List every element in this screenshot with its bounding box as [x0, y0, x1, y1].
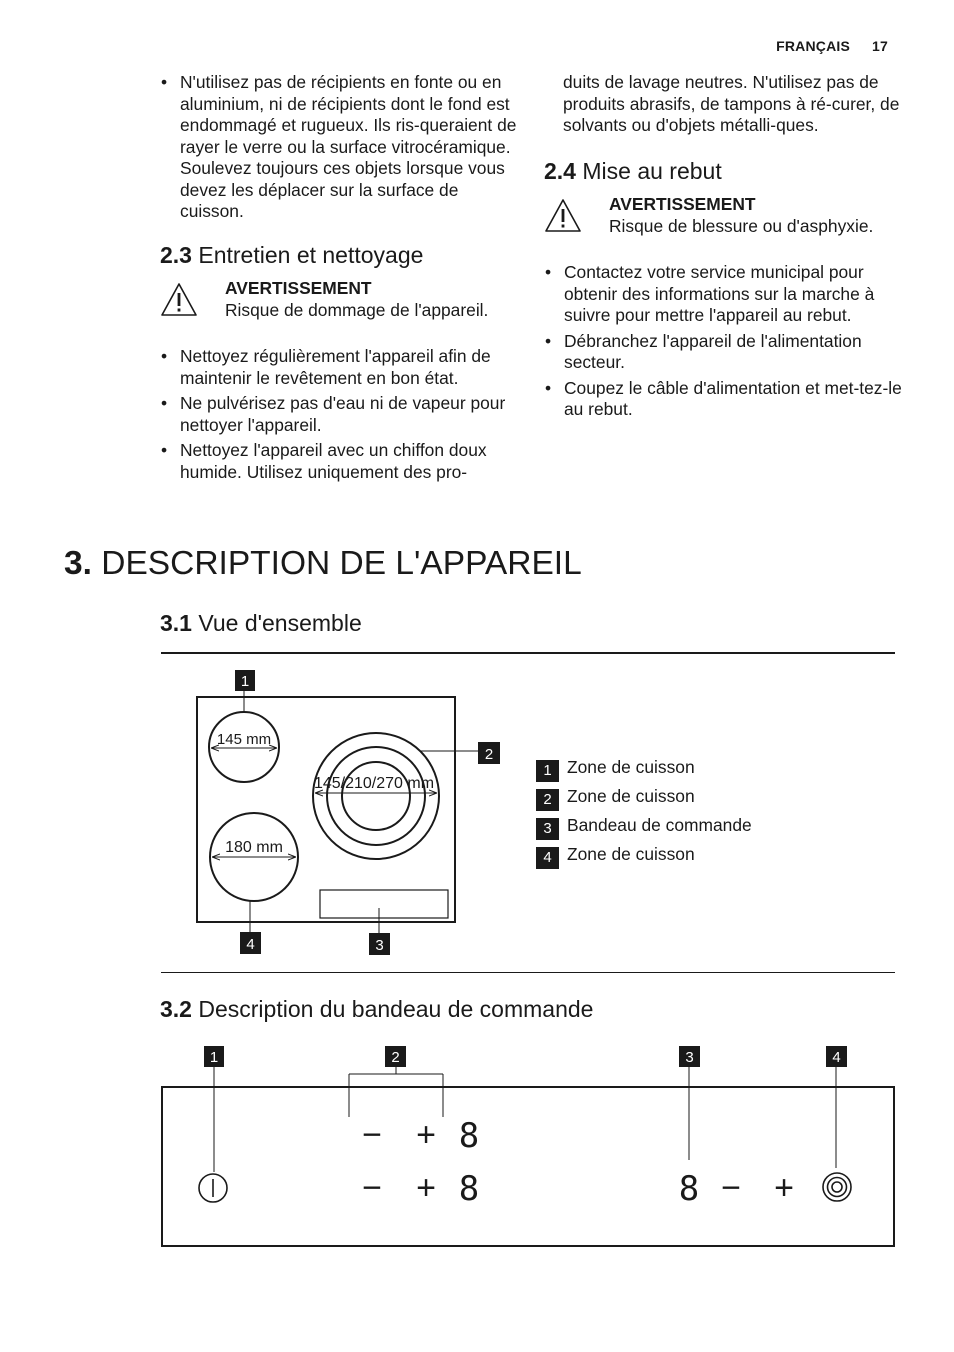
- warning-title: AVERTISSEMENT: [609, 194, 756, 214]
- hob-overview-diagram: [180, 665, 520, 960]
- list-item: • Nettoyez régulièrement l'appareil afin de maintenir le revêtement en bon état.: [161, 346, 491, 388]
- callout-1: 1: [240, 673, 250, 690]
- dimension-label-small: 145 mm: [216, 731, 272, 748]
- warning-text: Risque de blessure ou d'asphyxie.: [609, 215, 874, 236]
- continuation-text: duits de lavage neutres. N'utilisez pas de produits abrasifs, de tampons à ré-curer, de solvants ou d'objets métalli-ques.: [563, 72, 900, 135]
- minus-symbol: −: [362, 1169, 382, 1207]
- panel-outline: [162, 1087, 894, 1246]
- section-heading-3-1: 3.1 Vue d'ensemble: [160, 610, 362, 636]
- digit-display: 8: [458, 1169, 480, 1209]
- warning-text: Risque de dommage de l'appareil.: [225, 299, 489, 320]
- dimension-label-medium: 180 mm: [225, 839, 283, 856]
- zone-triple-outer: [313, 733, 439, 859]
- digit-display: 8: [458, 1116, 480, 1156]
- minus-symbol: −: [362, 1116, 382, 1154]
- callout-1: 1: [209, 1049, 219, 1066]
- plus-symbol: +: [416, 1116, 436, 1154]
- warning-block: [160, 278, 520, 330]
- list-item: • Contactez votre service municipal pour obtenir des informations sur la marche à suivre pour mettre l'appareil au rebut.: [545, 262, 875, 325]
- bullet-list-2-4: [544, 262, 904, 421]
- warning-triangle-icon: [160, 282, 198, 318]
- page-number: 17: [872, 38, 888, 54]
- page-header: [776, 38, 888, 54]
- list-item: • N'utilisez pas de récipients en fonte ou en aluminium, ni de récipients dont le fond est endommagé et rugueux. Ils ris-queraient de rayer le verre ou la surface vitrocéramique. Soulevez toujours ces objets lorsque vous devez les déplacer sur la surface de cuisson.: [161, 72, 517, 221]
- power-icon: [199, 1174, 227, 1202]
- callout-3: 3: [685, 1049, 694, 1066]
- callout-2: 2: [391, 1049, 400, 1066]
- triple-zone-icon: [823, 1173, 851, 1201]
- control-panel-area: [320, 890, 448, 918]
- list-item: • Coupez le câble d'alimentation et met-tez-le au rebut.: [545, 377, 902, 419]
- warning-triangle-icon: [544, 198, 582, 234]
- minus-symbol: −: [721, 1169, 741, 1207]
- bullet-list-top: [160, 72, 520, 223]
- control-panel-diagram: [155, 1040, 905, 1255]
- digit-display: 8: [678, 1169, 700, 1209]
- list-item: • Nettoyez l'appareil avec un chiffon doux humide. Utilisez uniquement des pro-: [161, 440, 487, 482]
- section-heading-2-4: 2.4 Mise au rebut: [544, 157, 722, 184]
- dimension-label-triple: 145/210/270 mm: [313, 775, 435, 792]
- plus-symbol: +: [774, 1169, 794, 1207]
- divider-bottom: [161, 972, 895, 973]
- list-item: • Ne pulvérisez pas d'eau ni de vapeur pour nettoyer l'appareil.: [161, 393, 506, 435]
- chapter-heading: 3. DESCRIPTION DE L'APPAREIL: [64, 545, 582, 582]
- callout-3: 3: [375, 937, 384, 954]
- callout-4: 4: [246, 936, 255, 953]
- section-heading-3-2: 3.2 Description du bandeau de commande: [160, 996, 594, 1022]
- list-item: • Débranchez l'appareil de l'alimentation secteur.: [545, 330, 862, 372]
- right-column: [544, 72, 904, 425]
- section-heading-2-3: 2.3 Entretien et nettoyage: [160, 241, 424, 268]
- zone-triple-inner: [342, 762, 410, 830]
- header-language: FRANÇAIS: [776, 38, 851, 54]
- bullet-list-2-3: [160, 346, 520, 483]
- warning-title: AVERTISSEMENT: [225, 278, 372, 298]
- divider-top: [161, 652, 895, 654]
- callout-4: 4: [832, 1049, 841, 1066]
- callout-2: 2: [484, 746, 494, 763]
- plus-symbol: +: [416, 1169, 436, 1207]
- left-column: [160, 72, 520, 487]
- warning-block: [544, 194, 904, 246]
